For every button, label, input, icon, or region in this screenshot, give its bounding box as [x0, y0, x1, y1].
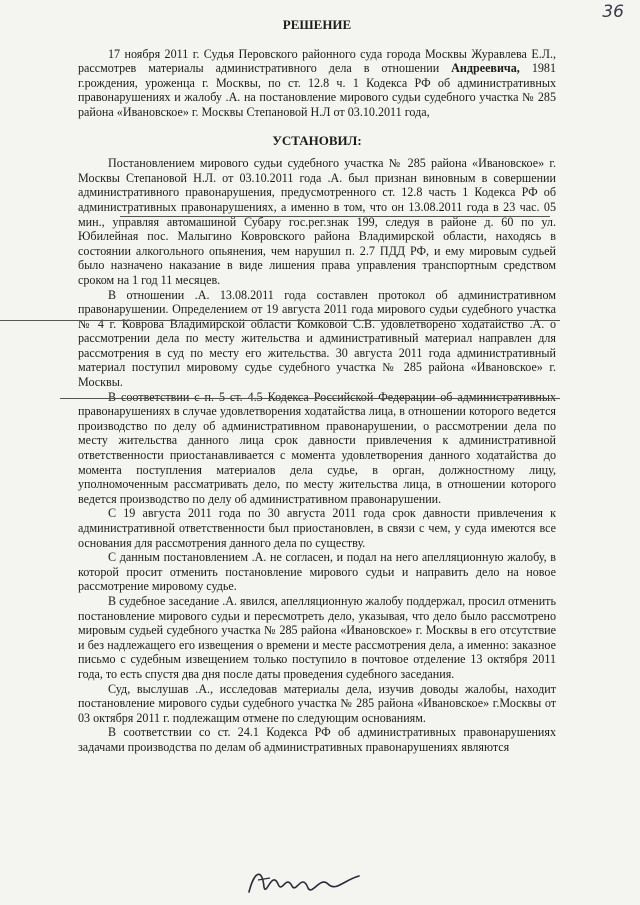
paragraph-8: В соответствии со ст. 24.1 Кодекса РФ об административных правонарушениях задачами производства по делам об административных правонарушениях являются	[78, 725, 556, 754]
paragraph-5: С данным постановлением .А. не согласен, и подал на него апелляционную жалобу, в которой просит отменить постановление мирового судьи и направить дело на новое рассмотрение мировому судье.	[78, 550, 556, 594]
paragraph-6: В судебное заседание .А. явился, апелляционную жалобу поддержал, просил отменить постановление мирового судьи и пересмотреть дело, указывая, что дело было рассмотрено мировым судьей судебного участка № 285 района «Ивановское» г. Москвы в его отсутствие и без надлежащего его извещения о времени и месте рассмотрения дела, а именно: заказное письмо с судебным извещением только поступило в почтовое отделение 13 октября 2011 года, то есть спустя два дня после даты проведения судебного заседания.	[78, 593, 556, 681]
intro-text-2: 1981 г.рождения, уроженца г. Москвы, по ст. 12.8 ч. 1 Кодекса РФ об административных правонарушениях и жалобу .А. на постановление мирового судьи судебного участка № 285 района «Ивановское» г. Москвы Степановой Н.Л от 03.10.2011 года,	[78, 61, 556, 119]
paragraph-4: С 19 августа 2011 года по 30 августа 2011 года срок давности привлечения к административной ответственности был приостановлен, в связи с чем, у суда имеются все основания для рассмотрения данного дела по существу.	[78, 506, 556, 550]
scan-line	[60, 398, 560, 399]
intro-text-1: 17 ноября 2011 г. Судья Перовского районного суда города Москвы Журавлева Е.Л., рассмотрев материалы административного дела в отношении	[78, 46, 556, 76]
paragraph-2: В отношении .А. 13.08.2011 года составлен протокол об административном правонарушении. Определением от 19 августа 2011 года мирового судьи судебного участка № 4 г. Коврова Владимирской области Комковой С.В. удовлетворено ходатайство .А. о рассмотрении дела по месту жительства и административный материал направлен для рассмотрения в суд по месту его жительства. 30 августа 2011 года административный материал поступил мировому судье судебного участка № 285 района «Ивановское» г. Москвы.	[78, 287, 556, 390]
intro-paragraph	[78, 47, 556, 120]
document-body	[78, 18, 556, 755]
document-title: РЕШЕНИЕ	[282, 17, 352, 32]
defendant-name: Андреевича,	[451, 61, 520, 76]
page-number: 36	[602, 2, 624, 22]
scan-line	[0, 320, 560, 321]
scan-line	[120, 216, 550, 217]
signature-mark	[244, 862, 364, 902]
section-heading: УСТАНОВИЛ:	[272, 132, 362, 148]
paragraph-3: В соответствии с п. 5 ст. 4.5 Кодекса Российской Федерации об административных правонарушениях в случае удовлетворения ходатайства лица, в отношении которого ведется производство по делу об административном правонарушении, о рассмотрении дела по месту жительства данного лица срок давности привлечения к административной ответственности приостанавливается с момента удовлетворения данного ходатайства до момента поступления материалов дела судье, в орган, должностному лицу, уполномоченным рассматривать дело, по месту жительства лица, в отношении которого ведется производство по делу об административном правонарушении.	[78, 389, 556, 506]
paragraph-1: Постановлением мирового судьи судебного участка № 285 района «Ивановское» г. Москвы Степановой Н.Л. от 03.10.2011 года .А. был признан виновным в совершении административного правонарушения, предусмотренного ст. 12.8 часть 1 Кодекса РФ об административных правонарушениях, а именно в том, что он 13.08.2011 года в 23 час. 05 мин., управляя автомашиной Субару гос.рег.знак 199, следуя в районе д. 60 по ул. Юбилейная пос. Малыгино Ковровского района Владимирской области, находясь в состоянии алкогольного опьянения, чем нарушил п. 2.7 ПДД РФ, и ему мировым судьей было назначено наказание в виде лишения права управления транспортным средством сроком на 1 год 11 месяцев.	[78, 156, 556, 287]
paragraph-7: Суд, выслушав .А., исследовав материалы дела, изучив доводы жалобы, находит постановление мирового судьи судебного участка № 285 района «Ивановское» г.Москвы от 03 октября 2011 г. подлежащим отмене по следующим основаниям.	[78, 681, 556, 725]
